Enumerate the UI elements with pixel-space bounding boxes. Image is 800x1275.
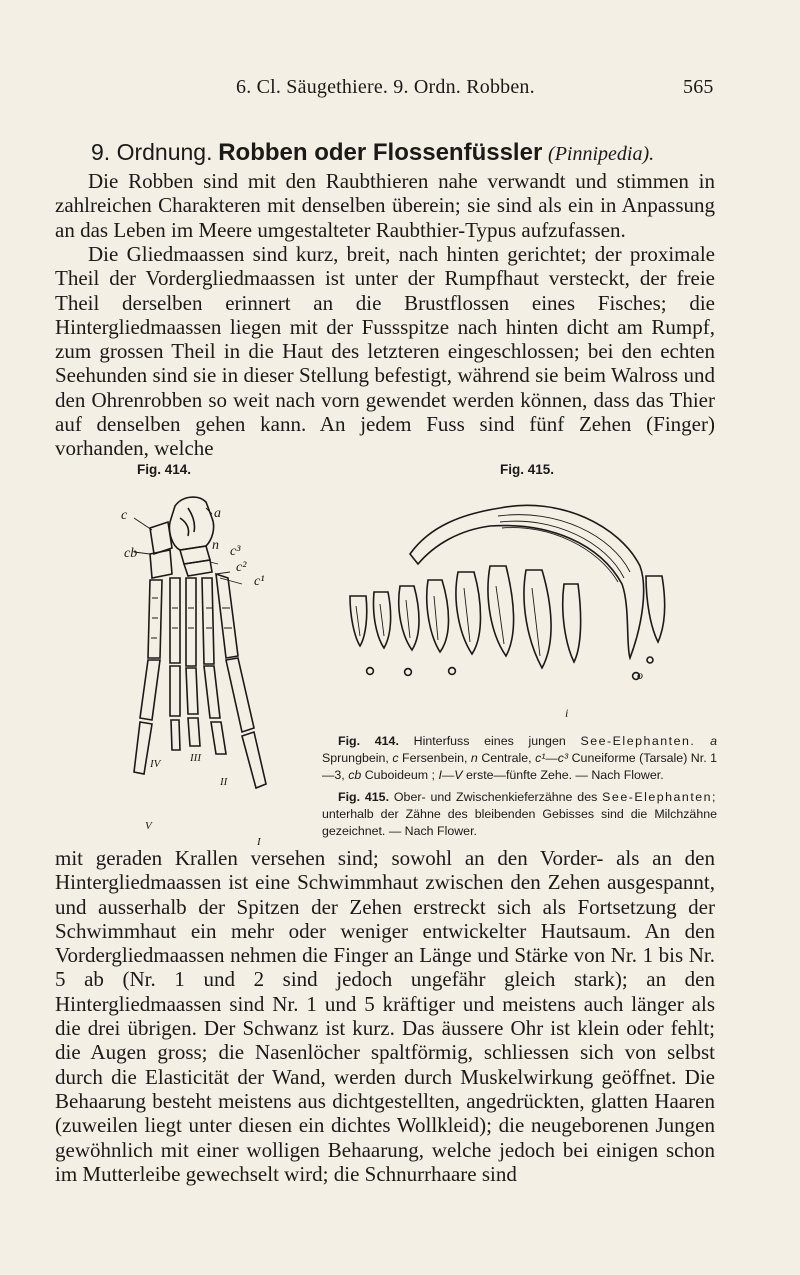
fig414-caption [322, 733, 717, 785]
fig414-letter-V: V [145, 820, 152, 832]
fig414-letter-c3: c³ [230, 544, 241, 559]
fig414-caption-c: c [392, 751, 399, 766]
fig414-caption-n: n [470, 751, 478, 766]
fig414-letter-c1: c¹ [254, 574, 265, 589]
fig415-letter-i: i [565, 706, 569, 720]
fig415-caption-text-1: Ober- und Zwischenkieferzähne des [393, 790, 598, 804]
fig414-caption-text-n: Centrale, [481, 751, 532, 766]
order-name: Robben oder Flossenfüssler [218, 139, 543, 166]
fig414-letter-IV: IV [150, 758, 161, 770]
running-title: 6. Cl. Säugethiere. 9. Ordn. Robben. [236, 76, 535, 98]
fig414-letter-a: a [214, 506, 221, 521]
fig414-caption-range: I—V [438, 768, 463, 783]
fig414-label: Fig. 414. [137, 462, 192, 477]
fig414-caption-c-range: c¹—c³ [535, 751, 569, 766]
fig414-foot-skeleton [120, 488, 295, 808]
fig415-caption [322, 789, 717, 841]
fig415-caption-label: Fig. 415. [338, 790, 390, 804]
paragraph-limbs: Die Gliedmaassen sind kurz, breit, nach hinten gerichtet; der proximale Theil der Vordergliedmaassen ist unter der Rumpfhaut versteckt, der freie Theil derselben erinnert an die Brustflossen eines Fisches; die Hintergliedmaassen liegen mit der Fussspitze nach hinten dicht am Rumpf, zum grossen Theil in die Haut des letzteren eingeschlossen; bei den echten Seehunden sind sie in dieser Stellung befestigt, während sie beim Walross und den Ohrenrobben so weit nach vorn gewendet werden können, dass das Thier auf denselben gehen kann. An jedem Fuss sind fünf Zehen (Finger) vorhanden, welche [55, 242, 715, 461]
paragraph-intro: Die Robben sind mit den Raubthieren nahe verwandt und stimmen in zahlreichen Charakteren mit denselben überein; sie sind als ein in Anpassung an das Leben im Meere umgestalteter Raubthier-Typus aufzufassen. [55, 169, 715, 242]
running-header [0, 76, 800, 102]
fig414-caption-species: See-Elephanten. [580, 734, 696, 748]
fig414-letter-c: c [121, 508, 128, 523]
fig414-letter-n: n [212, 538, 219, 553]
fig414-caption-a: a [710, 734, 717, 748]
page-number: 565 [683, 76, 714, 98]
fig414-caption-text-cuneiforme: Cuneiforme (Tarsale) Nr. 1—3, [322, 751, 717, 783]
fig414-caption-text-a: Sprungbein, [322, 751, 389, 766]
fig414-caption-label: Fig. 414. [338, 734, 399, 748]
fig414-letter-II: II [220, 776, 228, 788]
fig414-caption-text-range: erste—fünfte Zehe. — Nach Flower. [466, 768, 664, 783]
fig414-letter-c2: c² [236, 560, 247, 575]
order-number: 9. Ordnung. [91, 139, 213, 165]
fig415-caption-species: See-Elephanten; [602, 790, 717, 804]
fig414-letter-I: I [257, 836, 261, 848]
fig414-letter-cb: cb [124, 546, 138, 561]
fig415-caption-text-2: unterhalb der Zähne des bleibenden Gebisses sind die Milchzähne gezeichnet. — Nach Flower. [322, 807, 717, 839]
fig415-label: Fig. 415. [500, 462, 555, 477]
fig414-caption-cb: cb [348, 768, 362, 783]
fig414-caption-text-c: Fersenbein, [402, 751, 468, 766]
fig414-caption-text-cb: Cuboideum ; [364, 768, 435, 783]
fig415-letter-o: o [637, 668, 643, 682]
paragraph-continuation: mit geraden Krallen versehen sind; sowohl an den Vorder- als an den Hintergliedmaassen ist eine Schwimmhaut zwischen den Zehen ausgespannt, und ausserhalb der Spitzen der Zehen erstreckt sich als Fortsetzung der Schwimmhaut ein mehr oder weniger entwickelter Hautsaum. An den Vordergliedmaassen nehmen die Finger an Länge und Stärke von Nr. 1 bis Nr. 5 ab (Nr. 1 und 2 sind jedoch ungefähr gleich stark); an den Hintergliedmaassen sind Nr. 1 und 5 kräftiger und meistens auch länger als die drei übrigen. Der Schwanz ist kurz. Das äussere Ohr ist klein oder fehlt; die Augen gross; die Nasenlöcher spaltförmig, schliessen sich von selbst durch die Elasticität der Wand, werden durch Muskelwirkung geöffnet. Die Behaarung besteht meistens aus dichtgestellten, angedrückten, glatten Haaren (zuweilen liegt unter diesen ein dichtes Wollkleid); die neugeborenen Jungen gewöhnlich mit einer wolligen Behaarung, welche jedoch bei einigen schon im Mutterleibe gewechselt wird; die Schnurrhaare sind [55, 846, 715, 1186]
section-title [91, 137, 654, 169]
latin-name: (Pinnipedia). [548, 143, 655, 165]
fig414-caption-text-1: Hinterfuss eines jungen [413, 734, 566, 748]
fig415-teeth [330, 496, 695, 726]
fig414-letter-III: III [190, 752, 201, 764]
